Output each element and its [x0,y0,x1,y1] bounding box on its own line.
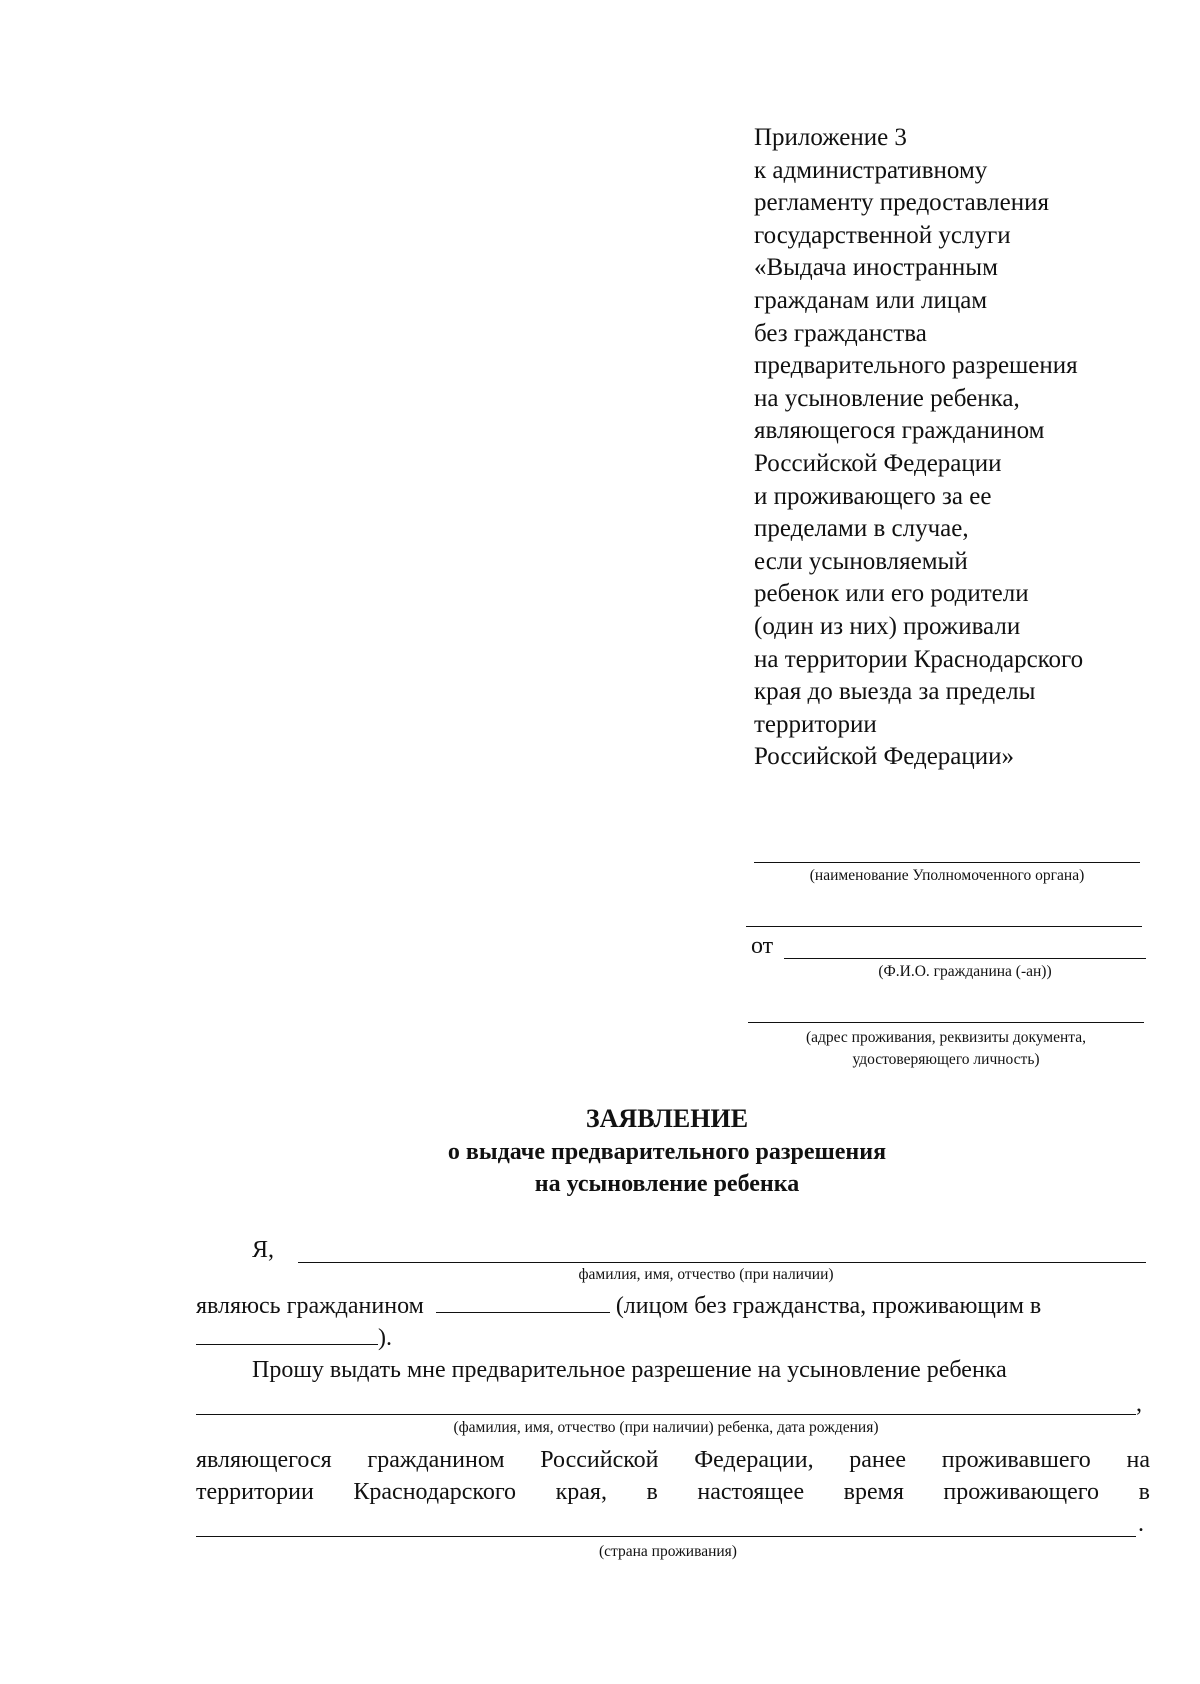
applicant-fio-line[interactable] [298,1262,1146,1263]
appendix-line: на территории Краснодарского [754,645,1084,673]
child-info-line[interactable] [196,1414,1136,1415]
word: проживающего [943,1479,1100,1505]
appendix-line: если усыновляемый [754,547,968,575]
appendix-line: Приложение 3 [754,124,907,151]
address-caption-line-1: (адрес проживания, реквизиты документа, [805,1029,1087,1046]
statement-line-2 [196,1478,1150,1506]
appendix-line: территории [754,710,877,738]
residence-country-field[interactable] [196,1344,378,1345]
country-caption: (страна проживания) [599,1543,737,1560]
document-subtitle-line-1: о выдаче предварительного разрешения [447,1139,887,1165]
fio-caption: фамилия, имя, отчество (при наличии) [578,1266,834,1283]
citizenship-line [196,1292,1041,1320]
appendix-line: края до выезда за пределы [754,678,1036,706]
word: время [843,1479,904,1505]
word: проживавшего [941,1447,1091,1473]
word: края, [555,1479,607,1505]
word: Федерации, [694,1447,814,1473]
appendix-line: к административному [754,156,988,184]
i-prefix: Я, [252,1237,275,1263]
appendix-line: ребенок или его родители [754,580,1029,608]
authority-name-line[interactable] [754,862,1140,863]
citizenship-country-field[interactable] [436,1312,610,1313]
authority-name-line-2[interactable] [746,926,1142,927]
appendix-line: государственной услуги [754,221,1011,249]
appendix-line: на усыновление ребенка, [754,384,1020,412]
word: в [1138,1479,1150,1505]
appendix-line: Российской Федерации» [754,743,1015,771]
appendix-line: и проживающего за ее [754,482,992,510]
word: территории [196,1479,314,1505]
citizen-close: ). [378,1325,392,1351]
document-title: ЗАЯВЛЕНИЕ [585,1104,749,1133]
word: Краснодарского [353,1479,517,1505]
citizen-suffix: (лицом без гражданства, проживающим в [615,1293,1042,1319]
appendix-line: без гражданства [754,319,927,347]
country-of-residence-line[interactable] [196,1536,1136,1537]
appendix-line: «Выдача иностранным [754,254,998,282]
applicant-name-line[interactable] [784,958,1146,959]
word: в [646,1479,658,1505]
appendix-line: Российской Федерации [754,449,1002,477]
appendix-line: предварительного разрешения [754,352,1078,380]
word: являющегося [196,1447,332,1473]
request-line: Прошу выдать мне предварительное разрешение на усыновление ребенка [252,1357,1007,1383]
appendix-line: являющегося гражданином [754,417,1045,445]
address-caption-line-2: удостоверяющего личность) [852,1051,1040,1068]
appendix-header [754,122,1174,774]
authority-caption: (наименование Уполномоченного органа) [809,867,1085,884]
word: настоящее [697,1479,805,1505]
from-label: от [751,933,774,959]
statement-line-1 [196,1446,1150,1474]
applicant-address-line[interactable] [748,1022,1144,1023]
child-comma: , [1136,1391,1142,1417]
appendix-line: регламенту предоставления [754,189,1050,217]
citizen-prefix: являюсь гражданином [196,1293,424,1319]
word: гражданином [367,1447,505,1473]
appendix-line: гражданам или лицам [754,286,988,314]
country-period: . [1138,1511,1144,1537]
residence-line [196,1324,392,1352]
document-subtitle-line-2: на усыновление ребенка [534,1171,800,1197]
word: на [1126,1447,1150,1473]
applicant-name-caption: (Ф.И.О. гражданина (-ан)) [878,963,1052,980]
word: Российской [540,1447,659,1473]
appendix-line: пределами в случае, [754,515,969,543]
word: ранее [849,1447,907,1473]
appendix-line: (один из них) проживали [754,612,1021,640]
child-caption: (фамилия, имя, отчество (при наличии) ребенка, дата рождения) [453,1419,879,1436]
